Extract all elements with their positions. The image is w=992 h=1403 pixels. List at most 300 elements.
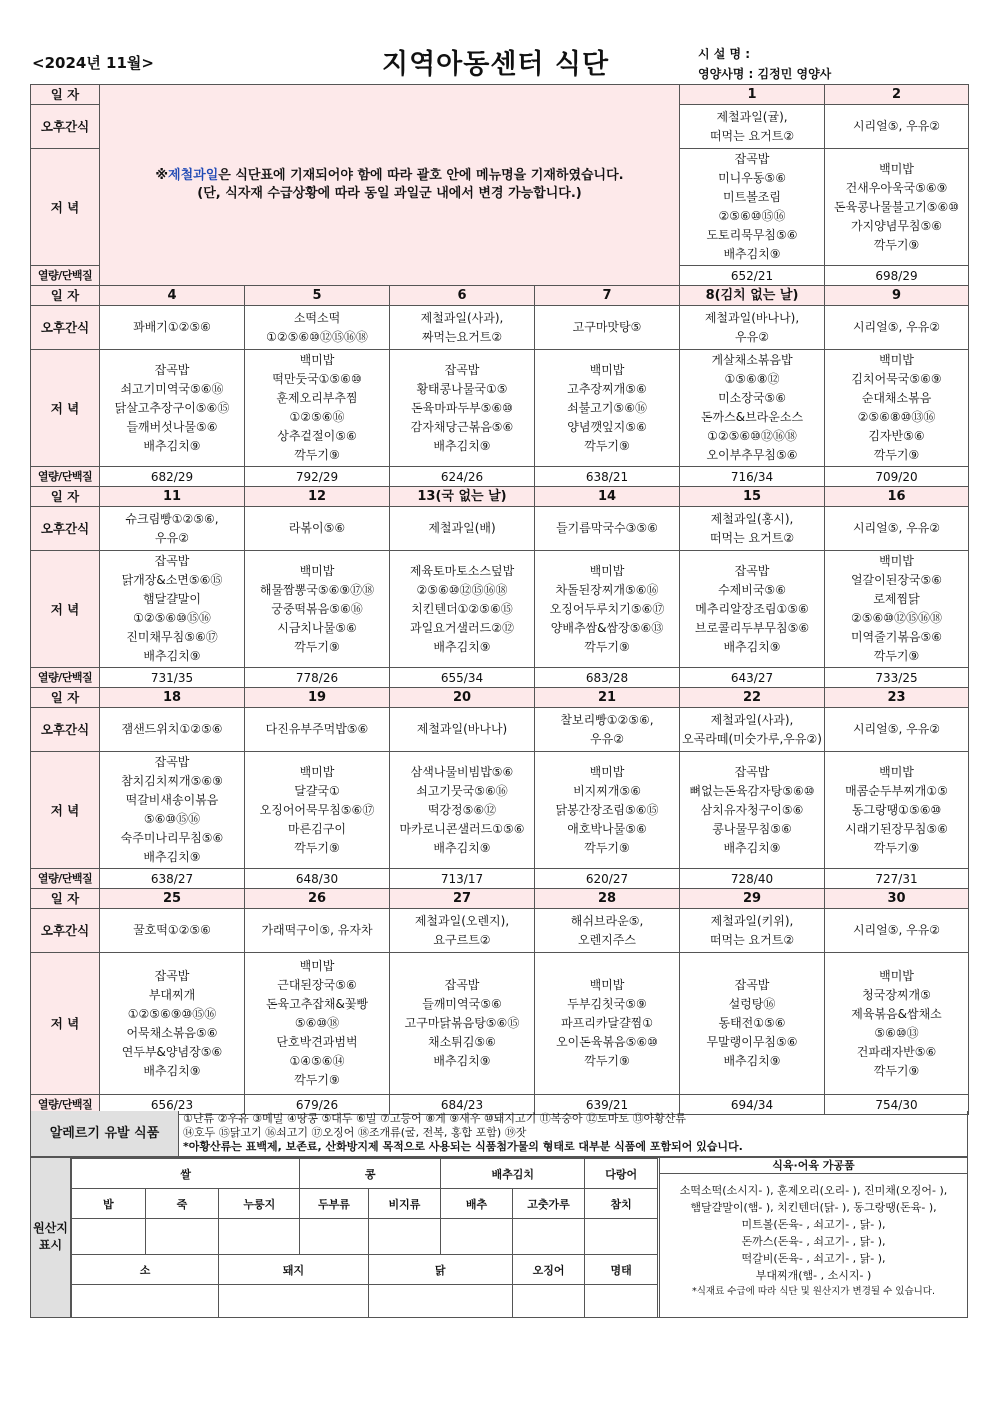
menu-line: 오징어두루치기⑤⑥⑰ xyxy=(549,601,665,616)
processed-title: 식육·어육 가공품 xyxy=(660,1158,967,1174)
menu-line: 파프리카달걀찜① xyxy=(561,1016,653,1030)
menu-line: 깍두기⑨ xyxy=(294,639,340,654)
origin-item: 누룽지 xyxy=(219,1189,300,1219)
menu-line: 시리얼⑤, 우유② xyxy=(852,119,941,133)
dinner-cell xyxy=(825,953,969,1095)
menu-line: 백미밥 xyxy=(589,764,625,779)
menu-line: 오곡라떼(미숫가루,우유②) xyxy=(682,731,822,746)
menu-line: 미트볼조림 xyxy=(723,190,781,204)
origin-value-cell xyxy=(219,1285,368,1318)
notice-line xyxy=(102,167,677,185)
menu-line: 쇠고기뭇국⑤⑥⑯ xyxy=(416,783,508,798)
kcal-cell: 656/23 xyxy=(100,1095,245,1115)
facility-info xyxy=(698,44,831,84)
menu-line: ①⑤⑥⑧⑫ xyxy=(724,372,780,386)
date-row-label: 일 자 xyxy=(31,286,100,306)
menu-line: 백미밥 xyxy=(589,978,625,992)
kcal-cell: 694/34 xyxy=(680,1095,825,1115)
menu-line: 삼색나물비빔밥⑤⑥ xyxy=(410,764,514,779)
kcal-cell: 620/27 xyxy=(535,869,680,889)
menu-line: 잡곡밥 xyxy=(154,554,190,568)
menu-line: 제철과일(바나나) xyxy=(416,722,508,736)
kcal-cell: 728/40 xyxy=(680,869,825,889)
day-date: 5 xyxy=(245,286,390,306)
menu-line: 상추겉절이⑤⑥ xyxy=(277,429,357,443)
menu-line: 떠먹는 요거트② xyxy=(709,530,795,545)
kcal-cell: 733/25 xyxy=(825,668,969,688)
menu-line: 잡곡밥 xyxy=(154,362,190,377)
snack-cell xyxy=(390,909,535,953)
menu-line: 고구마닭볶음탕⑤⑥⑮ xyxy=(404,1016,520,1030)
menu-line: 백미밥 xyxy=(879,764,914,779)
notice-highlight: 제철과일 xyxy=(168,168,219,183)
origin-item: 참치 xyxy=(585,1189,658,1219)
menu-line: 차돌된장찌개⑤⑥⑯ xyxy=(555,582,659,597)
menu-line: 청국장찌개⑤ xyxy=(862,987,931,1002)
menu-line: 미역줄기볶음⑤⑥ xyxy=(850,630,943,644)
menu-line: 시리얼⑤, 우유② xyxy=(852,320,941,334)
menu-line: 오이돈육볶음⑤⑥⑩ xyxy=(556,1035,658,1049)
menu-line: 들깨미역국⑤⑥ xyxy=(422,997,502,1011)
menu-line: 우유② xyxy=(735,329,769,344)
menu-line: 수제비국⑤⑥ xyxy=(718,582,786,597)
menu-line: 제철과일(귤), xyxy=(716,109,788,124)
day-date: 8(김치 없는 날) xyxy=(680,286,825,306)
menu-line: 삼치유자청구이⑤⑥ xyxy=(700,802,804,817)
menu-line: 동태전①⑤⑥ xyxy=(718,1016,786,1030)
menu-line: ①②⑤⑥⑨⑩⑮⑯ xyxy=(127,1006,217,1021)
menu-line: 시리얼⑤, 우유② xyxy=(852,722,941,736)
dinner-row-label: 저 녁 xyxy=(31,350,100,467)
menu-line: 쇠고기미역국⑤⑥⑯ xyxy=(120,381,224,396)
kcal-cell: 682/29 xyxy=(100,467,245,487)
kcal-row-label: 열량/단백질 xyxy=(31,869,100,889)
origin-item: 비지류 xyxy=(368,1189,441,1219)
menu-line: 비지찌개⑤⑥ xyxy=(573,783,641,798)
snack-row-label: 오후간식 xyxy=(31,909,100,953)
kcal-row-label: 열량/단백질 xyxy=(31,1095,100,1115)
menu-line: 꿀호떡①②⑤⑥ xyxy=(133,923,211,937)
menu-line: 잡곡밥 xyxy=(734,563,770,578)
snack-cell xyxy=(680,909,825,953)
origin-group: 다랑어 xyxy=(585,1159,658,1189)
snack-cell xyxy=(535,708,680,752)
menu-line: 로제찜닭 xyxy=(873,592,920,606)
month-label: <2024년 11월> xyxy=(32,54,154,72)
origin-item: 고춧가루 xyxy=(512,1189,585,1219)
menu-line: 다진유부주먹밥⑤⑥ xyxy=(265,722,369,736)
snack-row-label: 오후간식 xyxy=(31,708,100,752)
allergy-section xyxy=(30,1111,968,1157)
menu-line: 과일요거샐러드②⑫ xyxy=(410,620,514,635)
origin-section xyxy=(30,1157,968,1318)
origin-value-cell xyxy=(219,1219,300,1255)
origin-value-cell xyxy=(368,1219,441,1255)
origin-value-cell xyxy=(72,1219,146,1255)
menu-line: 백미밥 xyxy=(879,161,914,176)
kcal-cell: 709/20 xyxy=(825,467,969,487)
menu-line: 잡곡밥 xyxy=(734,764,770,779)
snack-cell xyxy=(825,507,969,551)
dinner-cell xyxy=(390,752,535,869)
snack-cell xyxy=(535,306,680,350)
kcal-cell: 731/35 xyxy=(100,668,245,688)
menu-line: 잡곡밥 xyxy=(444,362,480,377)
menu-line: 매콤순두부찌개①⑤ xyxy=(845,783,948,798)
menu-line: 두부김칫국⑤⑨ xyxy=(567,997,647,1011)
kcal-cell: 679/26 xyxy=(245,1095,390,1115)
menu-line: ①②⑤⑥⑩⑫⑮⑯⑱ xyxy=(266,329,368,344)
day-date: 12 xyxy=(245,487,390,507)
dinner-cell xyxy=(100,350,245,467)
menu-line: ②⑤⑥⑩⑫⑮⑯⑱ xyxy=(416,582,508,597)
menu-line: 떡갈비새송이볶음 xyxy=(125,793,219,807)
origin-value-cell xyxy=(145,1219,219,1255)
snack-cell xyxy=(245,507,390,551)
menu-line: 깍두기⑨ xyxy=(584,438,630,453)
page-header xyxy=(30,40,968,86)
origin-value-cell xyxy=(441,1219,513,1255)
processed-line: 부대찌개(햄- , 소시지- ) xyxy=(755,1269,872,1282)
snack-cell xyxy=(535,909,680,953)
menu-line: 시리얼⑤, 우유② xyxy=(852,923,941,937)
menu-line: 깍두기⑨ xyxy=(584,1054,630,1068)
snack-cell xyxy=(390,507,535,551)
snack-cell xyxy=(535,507,680,551)
origin-note: *식재료 수급에 따라 식단 및 원산지가 변경될 수 있습니다. xyxy=(692,1286,935,1297)
processed-foods xyxy=(659,1158,967,1317)
menu-line: 꽈배기①②⑤⑥ xyxy=(133,320,211,334)
menu-table xyxy=(30,84,969,1115)
menu-line: 제철과일(바나나), xyxy=(704,310,800,325)
menu-line: 제철과일(홍시), xyxy=(710,511,794,526)
menu-line: 배추김치⑨ xyxy=(723,840,781,855)
menu-line: 가래떡구이⑤, 유자차 xyxy=(261,923,373,937)
day-date: 6 xyxy=(390,286,535,306)
notice-line-2: (단, 식자재 수급상황에 따라 동일 과일군 내에서 변경 가능합니다.) xyxy=(197,186,582,201)
menu-line: 참치김치찌개⑤⑥⑨ xyxy=(121,774,223,788)
dinner-cell xyxy=(825,149,969,266)
menu-line: 떡만둣국①⑤⑥⑩ xyxy=(272,372,362,386)
menu-line: 깍두기⑨ xyxy=(584,840,630,855)
snack-cell xyxy=(100,306,245,350)
menu-line: 라볶이⑤⑥ xyxy=(288,521,346,535)
menu-line: 깍두기⑨ xyxy=(873,649,920,663)
origin-table xyxy=(71,1158,658,1318)
origin-meat: 돼지 xyxy=(219,1255,368,1285)
kcal-cell: 624/26 xyxy=(390,467,535,487)
origin-value-cell xyxy=(512,1285,585,1318)
day-date: 19 xyxy=(245,688,390,708)
allergy-line: ⑭호두 ⑮닭고기 ⑯쇠고기 ⑰오징어 ⑱조개류(굴, 전복, 홍합 포함) ⑲잣 xyxy=(183,1126,527,1139)
snack-cell xyxy=(390,708,535,752)
kcal-cell: 652/21 xyxy=(680,266,825,286)
snack-cell xyxy=(245,306,390,350)
day-date: 7 xyxy=(535,286,680,306)
menu-line: 배추김치⑨ xyxy=(723,247,781,261)
menu-line: 미니우동⑤⑥ xyxy=(718,171,786,185)
menu-line: ②⑤⑥⑧⑩⑬⑯ xyxy=(857,410,936,424)
menu-line: 찰보리빵①②⑤⑥, xyxy=(560,712,654,727)
menu-line: 깍두기⑨ xyxy=(873,237,920,252)
menu-line: 깍두기⑨ xyxy=(294,448,340,462)
snack-cell xyxy=(390,306,535,350)
menu-line: 채소튀김⑤⑥ xyxy=(428,1035,496,1049)
processed-line: 미트볼(돈육- , 쇠고기- , 닭- ), xyxy=(741,1218,886,1231)
dinner-row-label: 저 녁 xyxy=(31,149,100,266)
menu-line: ⑤⑥⑩⑬ xyxy=(874,1025,919,1040)
menu-line: 잡곡밥 xyxy=(734,152,770,166)
day-date: 29 xyxy=(680,889,825,909)
origin-item: 죽 xyxy=(145,1189,219,1219)
dinner-cell xyxy=(825,752,969,869)
menu-line: 배추김치⑨ xyxy=(433,1054,491,1068)
menu-line: 순대채소볶음 xyxy=(861,391,932,405)
snack-row-label: 오후간식 xyxy=(31,105,100,149)
menu-line: 배추김치⑨ xyxy=(723,639,781,654)
kcal-cell: 698/29 xyxy=(825,266,969,286)
menu-line: 닭살고추장구이⑤⑥⑮ xyxy=(114,400,230,415)
date-row-label: 일 자 xyxy=(31,487,100,507)
kcal-cell: 683/28 xyxy=(535,668,680,688)
menu-line: 궁중떡볶음⑤⑥⑯ xyxy=(271,601,363,616)
menu-line: 연두부&양념장⑤⑥ xyxy=(121,1044,223,1059)
menu-line: 양배추쌈&쌈장⑤⑥⑬ xyxy=(550,620,664,635)
menu-line: 제철과일(키위), xyxy=(710,913,794,928)
origin-item: 밥 xyxy=(72,1189,146,1219)
day-date: 9 xyxy=(825,286,969,306)
dinner-cell xyxy=(390,551,535,668)
kcal-cell: 778/26 xyxy=(245,668,390,688)
origin-value-cell xyxy=(72,1285,219,1318)
kcal-cell: 684/23 xyxy=(390,1095,535,1115)
snack-row-label: 오후간식 xyxy=(31,507,100,551)
menu-line: ①②⑤⑥⑩⑫⑯⑱ xyxy=(707,429,797,443)
menu-line: 떠먹는 요거트② xyxy=(709,932,795,947)
dinner-cell xyxy=(100,551,245,668)
notice-prefix: ※ xyxy=(155,168,169,183)
origin-item: 두부류 xyxy=(300,1189,368,1219)
processed-line: 떡갈비(돈육- , 쇠고기- , 닭- ), xyxy=(741,1252,886,1265)
dinner-row-label: 저 녁 xyxy=(31,953,100,1095)
menu-line: 오렌지주스 xyxy=(578,932,636,947)
menu-line: 건파래자반⑤⑥ xyxy=(856,1044,937,1059)
kcal-row-label: 열량/단백질 xyxy=(31,668,100,688)
snack-cell xyxy=(245,909,390,953)
menu-line: 건새우아욱국⑤⑥⑨ xyxy=(845,180,948,195)
menu-line: 깍두기⑨ xyxy=(294,840,340,855)
menu-line: 고추장찌개⑤⑥ xyxy=(567,381,647,396)
dinner-cell xyxy=(680,149,825,266)
menu-line: 시리얼⑤, 우유② xyxy=(852,521,941,535)
menu-line: 돈육마파두부⑤⑥⑩ xyxy=(411,400,513,415)
menu-line: 햄달걀말이 xyxy=(143,592,201,606)
menu-line: 동그랑땡①⑤⑥⑩ xyxy=(851,802,942,817)
origin-value-cell xyxy=(585,1285,658,1318)
menu-line: 배추김치⑨ xyxy=(723,1054,781,1068)
menu-line: 돈육고추잡채&꽃빵 xyxy=(265,997,369,1011)
menu-line: 달걀국① xyxy=(294,783,340,798)
menu-line: 단호박견과범벅 xyxy=(276,1035,358,1049)
origin-meat: 명태 xyxy=(585,1255,658,1285)
menu-line: 깍두기⑨ xyxy=(584,639,630,654)
dinner-cell xyxy=(535,350,680,467)
day-date: 4 xyxy=(100,286,245,306)
origin-value-cell xyxy=(368,1285,512,1318)
menu-line: 얼갈이된장국⑤⑥ xyxy=(850,573,943,587)
dinner-cell xyxy=(245,350,390,467)
menu-line: 짜먹는요거트② xyxy=(421,329,503,344)
snack-cell xyxy=(100,507,245,551)
snack-cell xyxy=(100,708,245,752)
processed-list xyxy=(660,1174,967,1284)
menu-line: 백미밥 xyxy=(589,362,625,377)
menu-line: 시금치나물⑤⑥ xyxy=(277,620,357,635)
menu-line: 게살채소볶음밥 xyxy=(711,353,793,367)
menu-line: 닭봉간장조림⑤⑥⑮ xyxy=(555,802,659,817)
menu-line: 잡곡밥 xyxy=(154,968,190,983)
origin-label: 원산지 표시 xyxy=(31,1158,71,1317)
menu-line: ⑤⑥⑩⑱ xyxy=(294,1016,340,1030)
menu-line: 해물짬뽕국⑤⑥⑨⑰⑱ xyxy=(259,582,375,597)
menu-line: 백미밥 xyxy=(299,959,335,973)
menu-line: 도토리묵무침⑤⑥ xyxy=(706,228,798,242)
date-row-label: 일 자 xyxy=(31,889,100,909)
day-date: 21 xyxy=(535,688,680,708)
snack-cell xyxy=(245,708,390,752)
snack-cell xyxy=(680,306,825,350)
menu-line: 어묵채소볶음⑤⑥ xyxy=(126,1025,218,1040)
menu-line: 백미밥 xyxy=(299,353,335,367)
menu-line: 요구르트② xyxy=(433,932,491,947)
kcal-cell: 638/27 xyxy=(100,869,245,889)
menu-line: 떠먹는 요거트② xyxy=(709,128,795,143)
menu-line: 배추김치⑨ xyxy=(433,438,491,453)
day-date: 23 xyxy=(825,688,969,708)
origin-value-cell xyxy=(512,1219,585,1255)
snack-cell xyxy=(100,909,245,953)
kcal-cell: 643/27 xyxy=(680,668,825,688)
allergy-text xyxy=(183,1112,743,1154)
day-date: 27 xyxy=(390,889,535,909)
menu-line: 백미밥 xyxy=(299,764,335,779)
facility-name: 시 설 명 : xyxy=(698,47,751,61)
kcal-cell: 713/17 xyxy=(390,869,535,889)
menu-line: 우유② xyxy=(155,530,189,545)
snack-cell xyxy=(825,708,969,752)
origin-group: 쌀 xyxy=(72,1159,300,1189)
allergy-line: ①난류 ②우유 ③메밀 ④땅콩 ⑤대두 ⑥밀 ⑦고등어 ⑧게 ⑨새우 ⑩돼지고기 ⑪복숭아 ⑫토마토 ⑬아황산류 xyxy=(183,1112,686,1125)
menu-line: 배추김치⑨ xyxy=(433,639,491,654)
menu-line: 배추김치⑨ xyxy=(143,649,201,663)
menu-line: 제철과일(사과), xyxy=(420,310,504,325)
snack-cell xyxy=(680,507,825,551)
menu-line: 황태콩나물국①⑤ xyxy=(416,381,508,396)
snack-cell xyxy=(680,708,825,752)
menu-line: 근대된장국⑤⑥ xyxy=(277,978,357,992)
day-date: 16 xyxy=(825,487,969,507)
day-date: 25 xyxy=(100,889,245,909)
menu-line: 제철과일(오렌지), xyxy=(414,913,510,928)
day-date: 14 xyxy=(535,487,680,507)
origin-value-cell xyxy=(585,1219,658,1255)
dinner-cell xyxy=(535,752,680,869)
day-date: 15 xyxy=(680,487,825,507)
menu-line: 백미밥 xyxy=(589,563,625,578)
day-date: 30 xyxy=(825,889,969,909)
notice-box xyxy=(100,85,680,286)
menu-line: 백미밥 xyxy=(879,968,914,983)
kcal-cell: 716/34 xyxy=(680,467,825,487)
day-date: 1 xyxy=(680,85,825,105)
menu-line: 잡곡밥 xyxy=(444,978,480,992)
menu-line: 시래기된장무침⑤⑥ xyxy=(845,821,948,836)
menu-line: 고구마맛탕⑤ xyxy=(572,320,642,334)
dinner-cell xyxy=(535,551,680,668)
menu-line: 브로콜리두부무침⑤⑥ xyxy=(694,620,810,635)
menu-line: 배추김치⑨ xyxy=(143,438,201,453)
menu-line: 슈크림빵①②⑤⑥, xyxy=(125,511,219,526)
dinner-cell xyxy=(680,953,825,1095)
dinner-cell xyxy=(245,953,390,1095)
menu-line: 깍두기⑨ xyxy=(873,840,920,855)
dinner-cell xyxy=(680,350,825,467)
origin-meat: 오징어 xyxy=(512,1255,585,1285)
menu-line: 배추김치⑨ xyxy=(143,850,201,864)
snack-cell xyxy=(825,909,969,953)
dinner-cell xyxy=(100,953,245,1095)
menu-line: 김치어묵국⑤⑥⑨ xyxy=(851,372,942,386)
origin-group: 배추김치 xyxy=(441,1159,585,1189)
menu-line: 제철과일(사과), xyxy=(710,712,794,727)
menu-line: 마른김구이 xyxy=(288,821,346,836)
dinner-cell xyxy=(680,752,825,869)
page-title: 지역아동센터 식단 xyxy=(382,49,610,80)
allergy-note: *아황산류는 표백제, 보존료, 산화방지제 목적으로 사용되는 식품첨가물의 형태로 대부분 식품에 포함되어 있습니다. xyxy=(183,1140,743,1153)
dinner-cell xyxy=(100,752,245,869)
allergy-label: 알레르기 유발 식품 xyxy=(31,1111,179,1156)
menu-line: 들기름막국수③⑤⑥ xyxy=(556,521,658,535)
menu-line: 들깨버섯나물⑤⑥ xyxy=(126,419,218,434)
menu-line: 깍두기⑨ xyxy=(873,1063,920,1078)
menu-line: 깍두기⑨ xyxy=(873,448,920,462)
menu-line: 제철과일(배) xyxy=(428,521,496,535)
menu-line: 숙주미나리무침⑤⑥ xyxy=(120,831,224,845)
kcal-row-label: 열량/단백질 xyxy=(31,266,100,286)
menu-line: 해쉬브라운⑤, xyxy=(570,913,644,928)
origin-group: 콩 xyxy=(300,1159,441,1189)
origin-meat: 소 xyxy=(72,1255,219,1285)
menu-line: 오징어어묵무침⑤⑥⑰ xyxy=(259,802,375,817)
day-date: 18 xyxy=(100,688,245,708)
menu-line: 떡강정⑤⑥⑫ xyxy=(427,802,497,817)
menu-line: 닭개장&소면⑤⑥⑮ xyxy=(121,573,223,587)
processed-line: 소떡소떡(소시지- ), 훈제오리(오리- ), 진미채(오징어- ), xyxy=(679,1184,948,1197)
kcal-cell: 638/21 xyxy=(535,467,680,487)
kcal-row-label: 열량/단백질 xyxy=(31,467,100,487)
menu-line: 감자채당근볶음⑤⑥ xyxy=(410,419,514,434)
menu-line: 깍두기⑨ xyxy=(294,1073,340,1087)
menu-line: ①②⑤⑥⑯ xyxy=(289,410,345,424)
origin-meat: 닭 xyxy=(368,1255,512,1285)
menu-line: 잼샌드위치①②⑤⑥ xyxy=(121,722,223,736)
day-date: 11 xyxy=(100,487,245,507)
menu-line: ①②⑤⑥⑩⑮⑯ xyxy=(133,611,211,625)
snack-cell xyxy=(680,105,825,149)
dinner-row-label: 저 녁 xyxy=(31,752,100,869)
dinner-row-label: 저 녁 xyxy=(31,551,100,668)
kcal-cell: 648/30 xyxy=(245,869,390,889)
